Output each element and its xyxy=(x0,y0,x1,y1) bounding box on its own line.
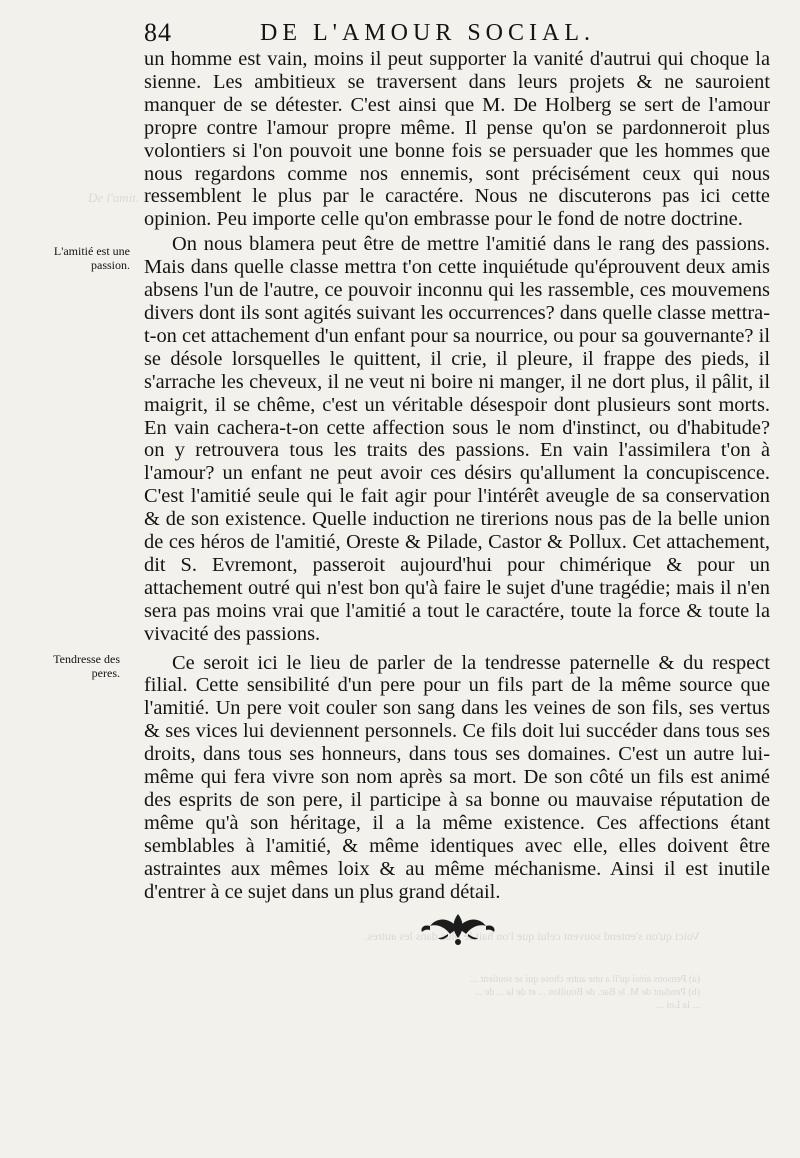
page-number: 84 xyxy=(144,18,172,47)
show-through-text xyxy=(100,930,700,1100)
show-through-margin-text: De l'amit. xyxy=(88,190,140,205)
show-through-line: Voici qu'on s'entend souvent celui que l'on hait le plus dans les autres. xyxy=(364,930,700,943)
margin-note-tendresse: Tendresse des peres. xyxy=(53,652,120,680)
margin-note-amitie: L'amitié est une passion. xyxy=(53,244,130,272)
paragraph-tendresse: Ce seroit ici le lieu de parler de la tendresse paternelle & du respect filial. Cette sensibilité d'un pere pour un fils part de la même source que l'amitié. Un pere voit couler son sang dans les veines de son fils, ses vertus & ses vices lui deviennent personnels. Ce fils doit lui succéder dans tous ses droits, dans tous ses honneurs, dans tous ses domaines. C'est un autre lui-même qui fera vivre son nom après sa mort. De son côté un fils est animé des esprits de son pere, il participe à sa bonne ou mauvaise réputation de même qu'à son héritage, il a la même existence. Ces affections étant semblables à l'amitié, & même identiques avec elle, elles doivent être astraintes aux mêmes loix & au même méchanisme. Ainsi il est inutile d'entrer à ce sujet dans un plus grand détail. xyxy=(144,651,770,903)
page-header xyxy=(140,18,780,52)
show-through-line: (b) Pendant de M. le Bac. de Bouillon ... et de la ... de ... xyxy=(474,987,700,998)
running-title: DE L'AMOUR SOCIAL. xyxy=(260,20,595,46)
paragraph-continuation: un homme est vain, moins il peut supporter la vanité d'autrui qui choque la sienne. Les ambitieux se traversent dans leurs projets & ne sauroient manquer de se détester. C'est ainsi que M. De Holberg se sert de l'amour propre contre l'amour propre même. Il pense qu'on se pardonneroit plus volontiers si l'on pouvoit une bonne fois se persuader que les hommes que nous regardons comme nos ennemis, sont précisément ceux qui nous ressemblent le plus par le caractére. Nous ne discuterons pas ici cette opinion. Peu importe celle qu'on embrasse pour le fond de notre doctrine. xyxy=(144,48,770,231)
paragraph-amitie: On nous blamera peut être de mettre l'amitié dans le rang des passions. Mais dans quelle classe mettra t'on cette inquiétude qu'éprouvent deux amis absens l'un de l'autre, ce pouvoir inconnu qui les rassemble, ces mouvemens divers dont ils sont agités suivant les occurrences? dans quelle classe mettra-t-on cet attachement d'un enfant pour sa nourrice, ou pour sa gouvernante? il se désole lorsquelles le quittent, il crie, il pleure, il frappe des pieds, il s'arrache les cheveux, il ne veut ni boire ni manger, il ne dort plus, il pâlit, il maigrit, il se chême, c'est un véritable désespoir dont plusieurs sont morts. En vain cachera-t-on cette affection sous le nom d'instinct, ou d'habitude? on y retrouvera tous les traits des passions. En vain l'assimilera t'on à l'amour? un enfant ne peut avoir ces désirs qu'allument la concupiscence. C'est l'amitié seule qui le fait agir pour l'intérêt aveugle de sa conservation & de son existence. Quelle induction ne tirerions nous pas de la belle union de ces héros de l'amitié, Oreste & Pilade, Castor & Pollux. Cet attachement, dit S. Evremont, passeroit aujourd'hui pour chimérique & pour un attachement outré qui n'est bon qu'à faire le sujet d'une tragédie; mais il n'en sera pas moins vrai que l'amitié a tout le caractére, toute la force & toute la vivacité des passions. xyxy=(144,233,770,645)
show-through-line: (a) Pensons ainsi qu'il a une autre chose qui se soutient ... xyxy=(470,974,700,985)
body-text xyxy=(144,48,770,904)
show-through-line: ... la Loi ... xyxy=(656,1000,700,1011)
